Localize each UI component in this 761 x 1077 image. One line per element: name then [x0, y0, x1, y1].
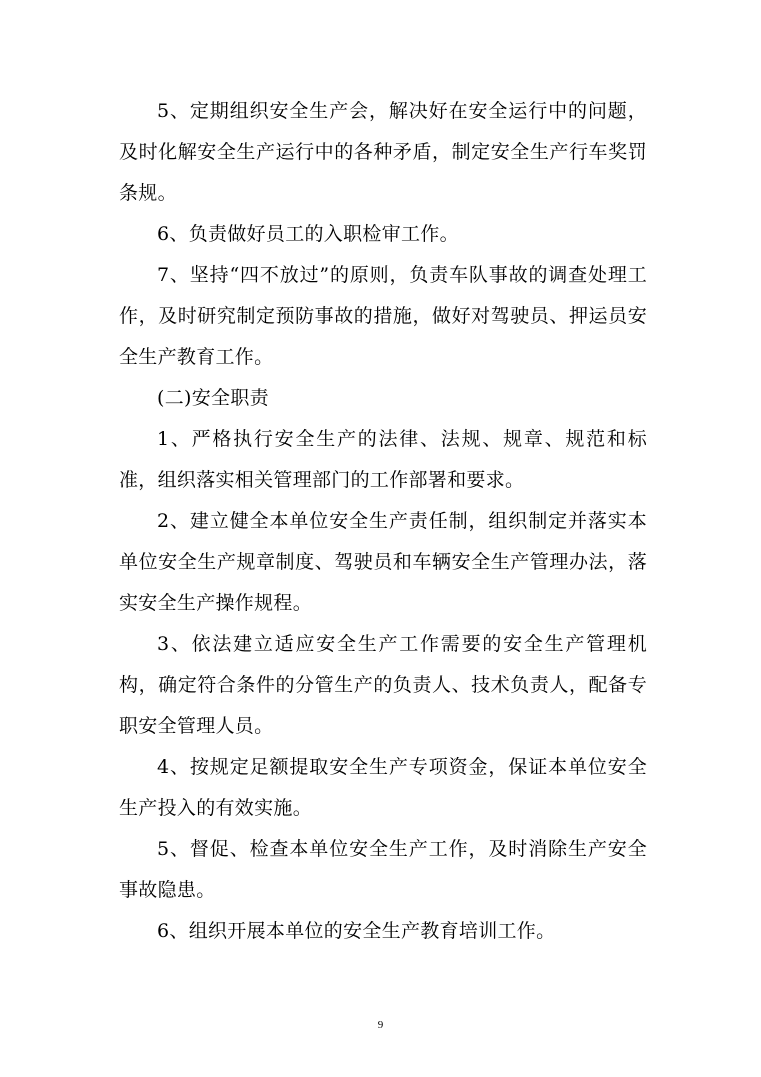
paragraph-item-7-accident-investigation: 7、坚持“四不放过”的原则，负责车队事故的调查处理工作，及时研究制定预防事故的措施，做好对驾驶员、押运员安全生产教育工作。 — [119, 264, 647, 368]
paragraph-duty-1-laws-compliance: 1、严格执行安全生产的法律、法规、规章、规范和标准，组织落实相关管理部门的工作部署和要求。 — [119, 428, 647, 491]
paragraph-duty-5-hazard-elimination: 5、督促、检查本单位安全生产工作，及时消除生产安全事故隐患。 — [119, 838, 647, 901]
paragraph-duty-6-safety-training: 6、组织开展本单位的安全生产教育培训工作。 — [157, 920, 556, 942]
paragraph-item-5-safety-meeting: 5、定期组织安全生产会，解决好在安全运行中的问题，及时化解安全生产运行中的各种矛盾，制定安全生产行车奖罚条规。 — [119, 100, 647, 204]
paragraph-duty-3-management-organization: 3、依法建立适应安全生产工作需要的安全生产管理机构，确定符合条件的分管生产的负责人、技术负责人，配备专职安全管理人员。 — [119, 633, 647, 737]
paragraph-duty-4-safety-funding: 4、按规定足额提取安全生产专项资金，保证本单位安全生产投入的有效实施。 — [119, 756, 647, 819]
section-heading-safety-duties: (二)安全职责 — [157, 387, 269, 409]
paragraph-duty-2-responsibility-system: 2、建立健全本单位安全生产责任制，组织制定并落实本单位安全生产规章制度、驾驶员和车辆安全生产管理办法，落实安全生产操作规程。 — [119, 510, 647, 614]
body-text — [119, 91, 647, 952]
page-number: 9 — [377, 1019, 384, 1031]
paragraph-item-6-onboarding-review: 6、负责做好员工的入职检审工作。 — [157, 223, 459, 245]
